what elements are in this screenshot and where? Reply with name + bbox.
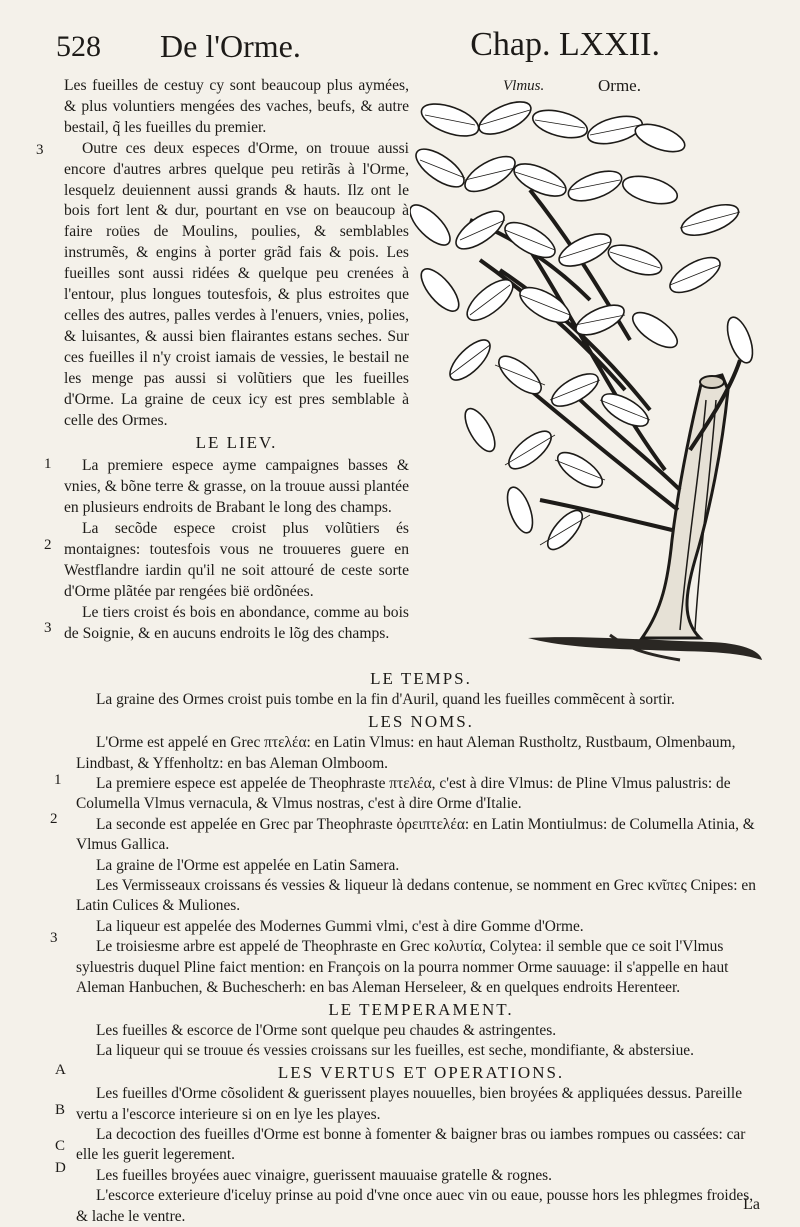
page-number: 528	[56, 30, 101, 63]
margin-letter: B	[55, 1102, 66, 1118]
margin-number: 3	[50, 930, 58, 946]
paragraph: La decoction des fueilles d'Orme est bonne à fomenter & baigner bras ou iambes rompues ou cassées: car elle les guerit legerement.	[76, 1125, 746, 1164]
paragraph: La liqueur qui se trouue és vessies croissans sur les fueilles, est seche, mondifiante, & abstersiue.	[96, 1042, 694, 1060]
section-heading-lieu: LE LIEV.	[195, 433, 278, 453]
paragraph: L'Orme est appelé en Grec πτελέα: en Latin Vlmus: en haut Aleman Rustholtz, Rustbaum, Olmenbaum, Lindbast, & Yffenholtz: en bas Aleman Olmboom.	[76, 734, 736, 772]
left-text-column	[64, 76, 409, 644]
section-heading-temps: LE TEMPS.	[370, 669, 472, 688]
margin-number: 1	[44, 456, 52, 472]
full-width-text	[76, 668, 766, 1227]
margin-letter: C	[55, 1138, 66, 1154]
paragraph: Les Vermisseaux croissans és vessies & liqueur là dedans contenue, se nomment en Grec κνῖπες Cnipes: en Latin Culices & Muliones.	[76, 877, 756, 915]
paragraph: Outre ces deux especes d'Orme, on trouue aussi encore d'autres arbres quelque peu retirãs à l'Orme, lesquelz deuiennent aussi grands & hauts. Ilz ont le bois fort lent & dur, pourtant en vse on beaucoup à faire roües de Moulins, poulies, & semblables instrumẽs, & engins à porter grãd fais & pois. Les fueilles sont aussi ridées & quelque peu crenées à l'entour, plus longues toutesfois, & plus estroites que celles des autres, palles verdes à l'enuers, vnies, polies, & luisantes, & aussi bien flairantes estans seches. Sur ces fueilles il n'y croist iamais de vessies, le bestail ne les menge pas aussi si volũtiers que les fueilles d'Orme. La graine de ceux icy est pres semblable à celle des Ormes.	[64, 139, 409, 429]
running-header	[56, 24, 660, 80]
paragraph: La premiere espece ayme campaignes basses & vnies, & bõne terre & grasse, on la trouue aussi plantée en plusieurs endroits de Brabant le long des champs.	[64, 457, 409, 517]
elm-tree-woodcut	[410, 90, 770, 680]
paragraph: Les fueilles de cestuy cy sont beaucoup plus aymées, & plus voluntiers mengées des vaches, beufs, & autre bestail, q̃ les fueilles du premier.	[64, 77, 409, 136]
paragraph: Le troisiesme arbre est appelé de Theophraste en Grec κολυτία, Colytea: il semble que ce soit l'Vlmus syluestris duquel Pline faict mention: en François on la pourra nommer Orme sauuage: il s'appelle en haut Aleman Hanbuchen, & Buchescherh: en bas Aleman Herseleer, & en quelques endroits Herenteer.	[76, 938, 729, 997]
paragraph: La premiere espece est appelée de Theophraste πτελέα, c'est à dire Vlmus: de Pline Vlmus palustris: de Columella Vlmus vernacula, & Vlmus nostras, c'est à dire Orme d'Italie.	[76, 775, 731, 813]
margin-number: 2	[44, 537, 52, 553]
paragraph: Les fueilles & escorce de l'Orme sont quelque peu chaudes & astringentes.	[96, 1021, 557, 1039]
chapter-label: Chap. LXXII.	[470, 26, 660, 63]
catchword: La	[743, 1196, 760, 1213]
section-heading-vertus: LES VERTUS ET OPERATIONS.	[277, 1062, 565, 1082]
paragraph: La seconde est appelée en Grec par Theophraste ὀρειπτελέα: en Latin Montiulmus: de Columella Atinia, & Vlmus Gallica.	[76, 815, 755, 854]
paragraph: Les fueilles broyées auec vinaigre, guerissent mauuaise gratelle & rognes.	[96, 1166, 552, 1184]
paragraph: La secõde espece croist plus volũtiers és montaignes: toutesfois vous ne trouueres guere en Westflandre iardin qu'il ne soit attouré de ceste sorte d'Orme plãtée par rengées bië ordõnées.	[64, 520, 409, 600]
paragraph: La liqueur est appelée des Modernes Gummi vlmi, c'est à dire Gomme d'Orme.	[96, 917, 584, 935]
plate-label-latin: Vlmus.	[503, 78, 545, 94]
margin-letter: A	[55, 1062, 66, 1078]
margin-letter: D	[55, 1160, 66, 1176]
paragraph: La graine des Ormes croist puis tombe en la fin d'Auril, quand les fueilles commẽcent à sortir.	[96, 691, 675, 709]
paragraph: Les fueilles d'Orme cõsolident & guerissent playes nouuelles, bien broyées & appliquées dessus. Pareille vertu a l'escorce interieure si on en lye les playes.	[76, 1085, 743, 1123]
running-title: De l'Orme.	[160, 28, 301, 64]
paragraph: Le tiers croist és bois en abondance, comme au bois de Soignie, & en aucuns endroits le lõg des champs.	[64, 603, 409, 642]
section-heading-noms: LES NOMS.	[368, 711, 474, 731]
margin-number: 3	[36, 142, 44, 158]
margin-number: 2	[50, 811, 58, 827]
margin-number: 1	[54, 772, 62, 788]
paragraph: La graine de l'Orme est appelée en Latin Samera.	[96, 856, 400, 874]
paragraph: L'escorce exterieure d'iceluy prinse au poid d'vne once auec vin ou eaue, pousse hors les phlegmes froides, & lache le ventre.	[76, 1187, 754, 1225]
section-heading-temperament: LE TEMPERAMENT.	[328, 999, 514, 1019]
margin-number: 3	[44, 620, 52, 636]
plate-label-french: Orme.	[598, 76, 641, 95]
